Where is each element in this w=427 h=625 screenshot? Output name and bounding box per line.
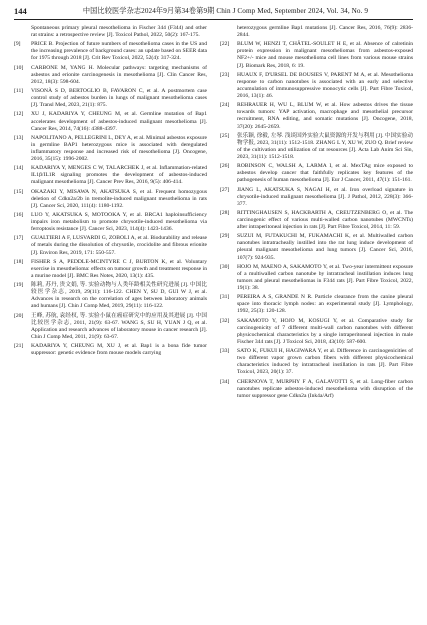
reference-entry	[220, 318, 413, 346]
reference-number: [15]	[14, 188, 24, 195]
reference-number: [22]	[220, 41, 230, 48]
reference-entry	[220, 41, 413, 69]
reference-number: [34]	[220, 378, 230, 385]
reference-number: [12]	[14, 111, 24, 118]
running-title: 中国比较医学杂志2024年9月第34卷第9期 Chin J Comp Med, September 2024, Vol. 34, No. 9	[82, 7, 369, 15]
reference-text: CARBONE M, YANG H. Molecular pathways: targeting mechanisms of asbestos and erionite carcinogenesis in mesothelioma [J]. Clin Cancer Res, 2012, 18(3): 598-604.	[31, 64, 207, 85]
reference-text: LUO Y, AKATSUKA S, MOTOOKA Y, et al. BRCA1 haploinsufficiency impairs iron metabolism to promote chrysotile-induced mesothelioma via ferroptosis resistance [J]. Cancer Sci, 2023, 114(4): 1423-1436.	[31, 212, 207, 233]
reference-entry	[14, 212, 207, 233]
reference-entry	[220, 163, 413, 184]
reference-entry	[220, 210, 413, 231]
reference-text: OKAZAKI Y, MISAWA N, AKATSUKA S, et al. Frequent homozygous deletion of Cdkn2a/2b in tremolite-induced malignant mesothelioma in rats [J]. Cancer Sci, 2020, 111(4): 1180-1192.	[31, 188, 207, 209]
reference-entry	[14, 165, 207, 186]
reference-number: [28]	[220, 209, 230, 216]
reference-text: NAPOLITANO A, PELLEGRINI L, DEY A, et al. Minimal asbestos exposure in germline BAP1 heterozygous mice is associated with deregulated inflammatory response and increased risk of mesothelioma [J]. Oncogene, 2016, 35(15): 1996-2002.	[31, 134, 207, 163]
reference-number: [31]	[220, 294, 230, 301]
reference-entry	[14, 111, 207, 132]
reference-number: [21]	[14, 343, 24, 350]
reference-text: HUAUX F, D'URSEL DE BOUSIES V, PARENT M A, et al. Mesothelioma response to carbon nanotubes is associated with an early and selective accumulation of immunosuppressive monocytic cells [J]. Part Fibre Toxicol, 2016, 13(1): 46.	[237, 71, 413, 100]
reference-text: ROBINSON C, WALSH A, LARMA I, et al. MexTAg mice exposed to asbestos develop cancer that faithfully replicates key features of the pathogenesis of human mesothelioma [J]. Eur J Cancer, 2011, 47(1): 151-161.	[237, 163, 413, 184]
reference-text: VISONÀ S D, BERTOGLIO B, FAVARON C, et al. A postmortem case control study of asbestos burden in lungs of malignant mesothelioma cases [J]. Transl Med, 2023, 21(1): 875.	[31, 88, 207, 109]
reference-text: 王峰, 苏航, 袁经权, 等. 实验小鼠在癌症研究中的应用及其进展 [J]. 中国比较医学杂志, 2011, 21(9): 63-67. WANG S, SU H, YUAN J Q, et al. Application and research advances of laboratory mouse in cancer research [J]. Chin J Comp Med, 2011, 21(9): 63-67.	[31, 312, 207, 340]
reference-text: CHERNOVA T, MURPHY F A, GALAVOTTI S, et al. Long-fiber carbon nanotubes replicate asbestos-induced mesothelioma with disruption of the tumor suppressor gene Cdkn2a (Ink4a/Arf)	[237, 378, 413, 399]
reference-text: RITTINGHAUSEN S, HACKBARTH A, CREUTZENBERG O, et al. The carcinogenic effect of various multi-walled carbon nanotubes (MWCNTs) after intraperitoneal injection in rats [J]. Part Fibre Toxicol, 2014, 11: 59.	[237, 209, 413, 231]
reference-text: SAKAMOTO Y, HOJO M, KOSUGI Y, et al. Comparative study for carcinogenicity of 7 different multi-wall carbon nanotubes with different physicochemical characteristics by a single intraperitoneal injection in male Fischer 344 rats [J]. J Toxicol Sci, 2018, 43(10): 587-600.	[237, 317, 413, 345]
reference-entry	[14, 135, 207, 163]
reference-entry	[220, 187, 413, 208]
reference-text: GUALTIERI A F, LUSVARDI G, ZOBOLI A, et al. Biodurability and release of metals during the dissolution of chrysotile, crocidolite and fibrous erionite [J]. Environ Res, 2019, 171: 550-557.	[31, 235, 207, 256]
reference-entry	[220, 133, 413, 161]
reference-entry	[220, 348, 413, 376]
reference-number: [13]	[14, 134, 24, 141]
right-column	[220, 25, 413, 623]
reference-number: [33]	[220, 348, 230, 355]
reference-entry	[14, 313, 207, 341]
reference-entry	[14, 343, 207, 357]
reference-number: [9]	[14, 41, 21, 48]
reference-list	[14, 41, 207, 357]
reference-number: [32]	[220, 317, 230, 324]
reference-number: [16]	[14, 212, 24, 218]
reference-number: [17]	[14, 235, 24, 242]
reference-entry	[220, 102, 413, 130]
reference-entry	[14, 41, 207, 62]
reference-text: XU J, KADARIYA Y, CHEUNG M, et al. Germline mutation of Bap1 accelerates development of asbestos-induced malignant mesothelioma [J]. Cancer Res, 2014, 74(16): 4388-4397.	[31, 111, 207, 132]
reference-number: [10]	[14, 64, 24, 71]
reference-entry	[14, 65, 207, 86]
reference-text: PEREIRA A S, GRANDE N R. Particle clearance from the canine pleural space into thoracic lymph nodes: an experimental study [J]. Lymphology, 1992, 25(3): 120-128.	[237, 294, 413, 315]
reference-text: 张乐颖, 徐毅, 左琴. 浅谈国外实验大鼠资源的开发与利用 [J]. 中国实验动物学报, 2023, 31(11): 1512-1518. ZHANG L Y, XU W, ZUO Q. Brief review of the cultivation and utilization of rat resources [J]. Acta Lab Anim Sci Sin, 2023, 31(11): 1512-1518.	[237, 132, 413, 160]
reference-number: [24]	[220, 102, 230, 109]
reference-number: [23]	[220, 71, 230, 78]
running-header	[14, 4, 413, 18]
reference-number: [11]	[14, 88, 24, 95]
reference-entry	[14, 259, 207, 280]
reference-entry	[220, 264, 413, 292]
header-rule	[14, 19, 413, 20]
reference-number: [18]	[14, 258, 24, 265]
reference-number: [20]	[14, 312, 24, 319]
reference-text: REHRAUER H, WU L, BLUM W, et al. How asbestos drives the tissue towards tumors: YAP activation, macrophage and mesothelial precursor recruitment, RNA editing, and somatic mutations [J]. Oncogene, 2018, 37(20): 2645-2659.	[237, 102, 413, 130]
reference-list	[220, 41, 413, 400]
reference-continuation: heterozygous germline Bap1 mutations [J]. Cancer Res, 2016, 76(9): 2836-2844.	[237, 25, 413, 39]
reference-entry	[220, 72, 413, 100]
reference-number: [19]	[14, 282, 24, 289]
reference-number: [26]	[220, 163, 230, 170]
reference-number: [29]	[220, 233, 230, 240]
reference-number: [27]	[220, 186, 230, 193]
reference-entry	[14, 282, 207, 310]
reference-entry	[220, 379, 413, 400]
reference-text: FISHER S A, PEDDLE-MCINTYRE C J, BURTON K, et al. Voluntary exercise in mesothelioma: effects on tumour growth and treatment response in a murine model [J]. BMC Res Notes, 2020, 13(1): 435.	[31, 258, 207, 279]
reference-text: SUZUI M, FUTAKUCHI M, FUKAMACHI K, et al. Multiwalled carbon nanotubes intratracheally instilled into the rat lung induce development of pleural malignant mesothelioma and lung tumors [J]. Cancer Sci, 2016, 107(7): 924-935.	[237, 233, 413, 261]
reference-continuation: Spontaneous primary pleural mesothelioma in Fischer 344 (F344) and other rat strains: a retrospective review [J]. Toxicol Pathol, 2022, 50(2): 167-175.	[31, 25, 207, 39]
reference-entry	[14, 189, 207, 210]
reference-text: PRICE B. Projection of future numbers of mesothelioma cases in the US and the increasing prevalence of background cases: an update based on SEER data for 1975 through 2018 [J]. Crit Rev Toxicol, 2022, 52(4): 317-324.	[31, 41, 207, 62]
reference-number: [14]	[14, 165, 24, 172]
page-number: 144	[14, 6, 27, 16]
reference-text: SATO K, FUKUI H, HAGIWARA Y, et al. Difference in carcinogenicities of two different vapor grown carbon fibers with different physicochemical characteristics induced by intratracheal instillation in rats [J]. Part Fibre Toxicol, 2023, 20(1): 37.	[237, 348, 413, 376]
reference-entry	[220, 294, 413, 315]
left-column	[14, 25, 207, 623]
reference-text: KADARIYA Y, CHEUNG M, XU J, et al. Bap1 is a bona fide tumor suppressor: genetic evidence from mouse models carrying	[31, 343, 207, 357]
reference-text: BLUM W, HENZI T, CHÂTEL-SOULET H E, et al. Absence of calretinin protein expression in malignant mesotheliomas from asbestos-exposed NF2+/- mice and mouse mesothelioma cell lines from various mouse strains [J]. Biomark Res, 2018, 6: 19.	[237, 41, 413, 69]
reference-number: [25]	[220, 132, 230, 139]
reference-entry	[14, 235, 207, 256]
reference-number: [30]	[220, 263, 230, 270]
reference-text: 陈莉, 苏丹, 贵文娟, 等. 实验动物与人类年龄相关性研究进展 [J]. 中国比较医学杂志, 2019, 29(11): 116-122. CHEN Y, SU D, GUI W J, et al. Advances in research on the correlation of ages between laboratory animals and humans [J]. Chin J Comp Med, 2019, 29(11): 116-122.	[31, 282, 207, 310]
reference-entry	[220, 233, 413, 261]
reference-text: JIANG L, AKATSUKA S, NAGAI H, et al. Iron overload signature in chrysotile-induced malignant mesothelioma [J]. J Pathol, 2012, 228(3): 366-377.	[237, 186, 413, 207]
reference-text: KADARIYA Y, MENGES C W, TALARCHEK J, et al. Inflammation-related IL1β/IL1R signaling promotes the development of asbestos-induced malignant mesothelioma [J]. Cancer Prev Res, 2016, 9(5): 406-414.	[31, 165, 207, 186]
reference-entry	[14, 88, 207, 109]
reference-text: HOJO M, MAENO A, SAKAMOTO Y, et al. Two-year intermittent exposure of a multiwalled carbon nanotube by intratracheal instillation induces lung tumors and pleural mesotheliomas in F344 rats [J]. Part Fibre Toxicol, 2022, 19(1): 38.	[237, 263, 413, 292]
